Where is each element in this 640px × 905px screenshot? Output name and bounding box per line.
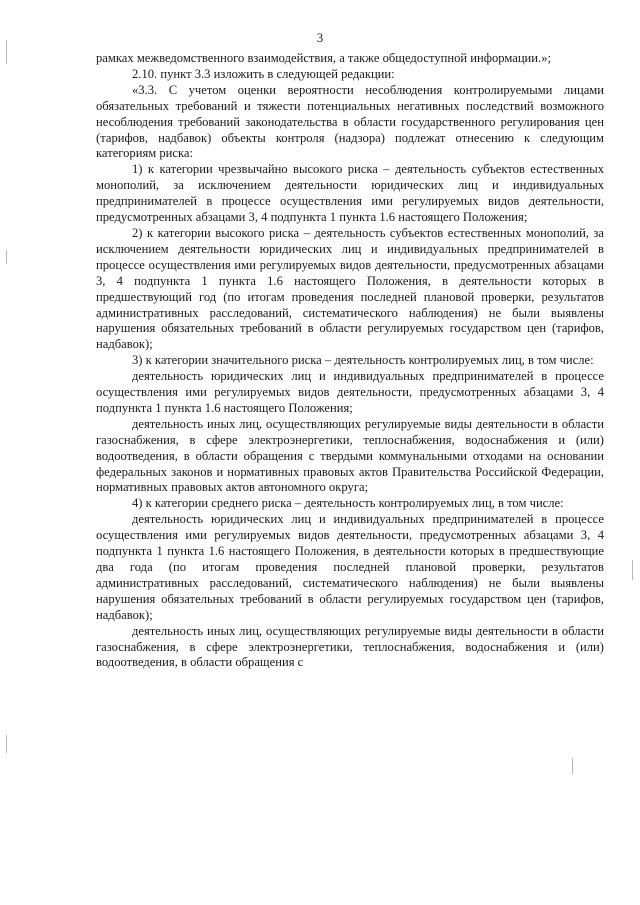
paragraph: 2.10. пункт 3.3 изложить в следующей редакции:	[132, 66, 395, 81]
paragraph: деятельность юридических лиц и индивидуальных предпринимателей в процессе осуществления ими регулируемых видов деятельности, предусмотренных абзацами 3, 4 подпункта 1 пункта 1.6 настоящего Положения, в деятельности которых в предшествующие два года (по итогам проведения последней плановой проверки, результатов административных расследований, систематического наблюдения) не были выявлены нарушения обязательных требований в области регулируемых государством цен (тарифов, надбавок);	[96, 512, 604, 622]
paragraph: рамках межведомственного взаимодействия, а также общедоступной информации.»;	[96, 51, 551, 65]
paragraph: деятельность иных лиц, осуществляющих регулируемые виды деятельности в области газоснабжения, в сфере электроэнергетики, теплоснабжения, водоснабжения и (или) водоотведения, в области обращения с	[96, 623, 604, 670]
paragraph: 4) к категории среднего риска – деятельность контролируемых лиц, в том числе:	[132, 496, 564, 511]
scan-artifact	[632, 560, 633, 580]
document-body	[96, 51, 604, 671]
paragraph: деятельность иных лиц, осуществляющих регулируемые виды деятельности в области газоснабжения, в сфере электроэнергетики, теплоснабжения, водоснабжения и (или) водоотведения, в области обращения с твердыми коммунальными отходами на основании федеральных законов и нормативных правовых актов Правительства Российской Федерации, нормативных правовых актов автономного округа;	[96, 416, 604, 495]
scan-artifact	[6, 735, 7, 753]
scan-artifact	[6, 40, 7, 64]
paragraph: 1) к категории чрезвычайно высокого риска – деятельность субъектов естественных монополий, за исключением деятельности юридических лиц и индивидуальных предпринимателей в процессе осуществления ими регулируемых видов деятельности, предусмотренных абзацами 3, 4 подпункта 1 пункта 1.6 настоящего Положения;	[96, 162, 604, 225]
paragraph: 3) к категории значительного риска – деятельность контролируемых лиц, в том числе:	[132, 353, 594, 368]
page-number: 3	[316, 31, 324, 45]
paragraph: 2) к категории высокого риска – деятельность субъектов естественных монополий, за исключением деятельности юридических лиц и индивидуальных предпринимателей в процессе осуществления ими регулируемых видов деятельности, предусмотренных абзацами 3, 4 подпункта 1 пункта 1.6 настоящего Положения, в деятельности которых в предшествующий год (по итогам проведения последней плановой проверки, результатов административных расследований, систематического наблюдения) не были выявлены нарушения обязательных требований в области регулируемых государством цен (тарифов, надбавок);	[96, 225, 604, 352]
paragraph: «3.3. С учетом оценки вероятности несоблюдения контролируемыми лицами обязательных требований и тяжести потенциальных негативных последствий возможного несоблюдения требований законодательства в области государственного регулирования цен (тарифов, надбавок) объекты контроля (надзора) подлежат отнесению к следующим категориям риска:	[96, 82, 604, 161]
scan-artifact	[6, 250, 7, 264]
scan-artifact	[572, 758, 573, 774]
paragraph: деятельность юридических лиц и индивидуальных предпринимателей в процессе осуществления ими регулируемых видов деятельности, предусмотренных абзацами 3, 4 подпункта 1 пункта 1.6 настоящего Положения;	[96, 369, 604, 415]
